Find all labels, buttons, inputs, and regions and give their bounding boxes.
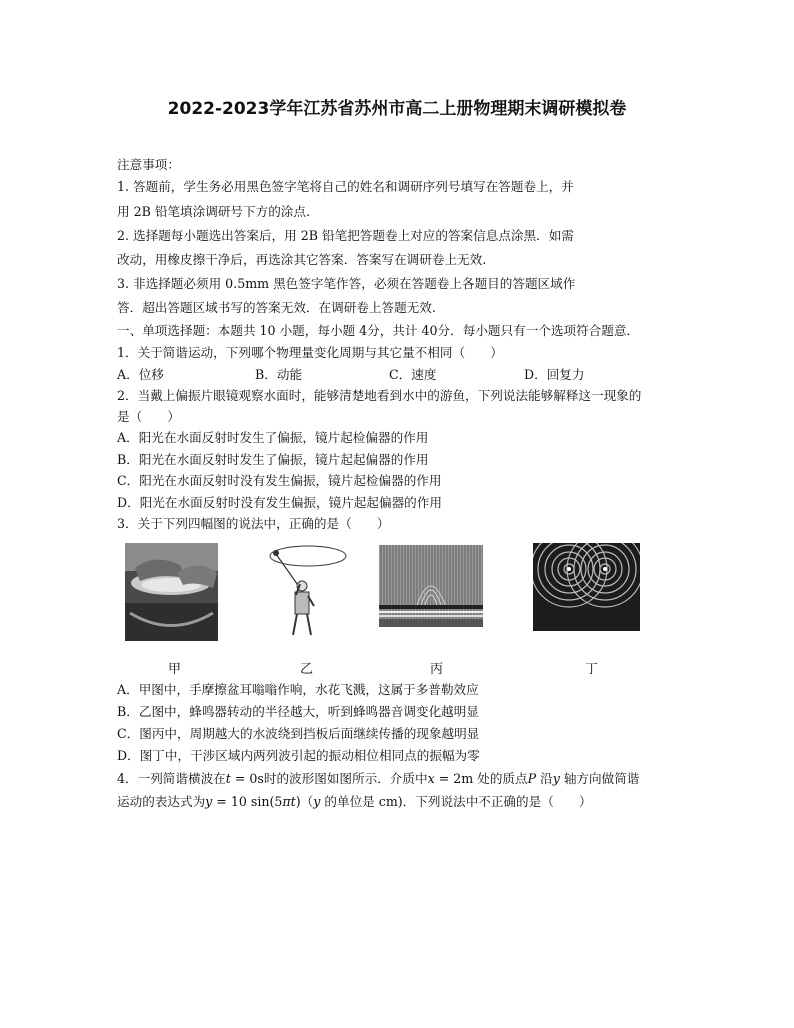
question-3-stem: 3．关于下列四幅图的说法中，正确的是（ ） — [117, 516, 390, 531]
notice-line: 1. 答题前，学生务必用黑色签字笔将自己的姓名和调研序列号填写在答题卷上，并 — [117, 179, 574, 194]
q1-option-d: D．回复力 — [524, 367, 585, 382]
q2-option-b: B．阳光在水面反射时发生了偏振，镜片起起偏器的作用 — [117, 452, 429, 467]
figure-label-yi: 乙 — [300, 662, 314, 677]
q2-option-d: D．阳光在水面反射时没有发生偏振，镜片起起偏器的作用 — [117, 495, 442, 510]
q1-option-c: C．速度 — [389, 367, 437, 382]
figure-label-jia: 甲 — [168, 662, 182, 677]
notice-line: 用 2B 铅笔填涂调研号下方的涂点. — [117, 204, 310, 219]
question-4-stem: 4．一列简谐横波在t = 0s时的波形图如图所示．介质中x = 2m 处的质点P 沿y 轴方向做简谐 — [117, 771, 640, 786]
q2-option-a: A．阳光在水面反射时发生了偏振，镜片起检偏器的作用 — [117, 430, 429, 445]
q3-option-a: A．甲图中，手摩擦盆耳嗡嗡作响，水花飞溅，这属于多普勒效应 — [117, 682, 479, 697]
q2-option-c: C．阳光在水面反射时没有发生偏振，镜片起检偏器的作用 — [117, 473, 442, 488]
q1-option-a: A．位移 — [117, 367, 164, 382]
question-2-stem: 2．当戴上偏振片眼镜观察水面时，能够清楚地看到水中的游鱼，下列说法能够解释这一现象的 — [117, 388, 642, 403]
notice-line: 答．超出答题区域书写的答案无效．在调研卷上答题无效. — [117, 300, 436, 315]
question-2-stem-cont: 是（ ） — [117, 409, 180, 424]
q3-option-d: D．图丁中，干涉区域内两列波引起的振动相位相同点的振幅为零 — [117, 748, 480, 763]
question-4-stem-cont: 运动的表达式为y = 10 sin(5πt)（y 的单位是 cm)．下列说法中不正确的是（ ） — [117, 794, 592, 809]
q1-option-b: B．动能 — [255, 367, 303, 382]
notice-line: 2. 选择题每小题选出答案后，用 2B 铅笔把答题卷上对应的答案信息点涂黑．如需 — [117, 228, 574, 243]
figure-label-bing: 丙 — [430, 662, 444, 677]
notice-line: 3. 非选择题必须用 0.5mm 黑色签字笔作答，必须在答题卷上各题目的答题区域作 — [117, 276, 576, 291]
notice-line: 改动，用橡皮擦干净后，再选涂其它答案．答案写在调研卷上无效. — [117, 252, 487, 267]
figure-yi-buzzer-swing — [262, 540, 354, 640]
figure-ding-interference — [533, 543, 640, 631]
question-1-stem: 1．关于简谐运动，下列哪个物理量变化周期与其它量不相同（ ） — [117, 345, 503, 360]
page-title: 2022-2023学年江苏省苏州市高二上册物理期末调研模拟卷 — [167, 99, 627, 119]
figure-bing-diffraction — [379, 545, 483, 627]
q3-option-c: C．图丙中，周期越大的水波绕到挡板后面继续传播的现象越明显 — [117, 726, 480, 741]
section-heading: 一、单项选择题：本题共 10 小题，每小题 4分，共计 40分．每小题只有一个选项符合题意． — [117, 323, 640, 338]
figure-label-ding: 丁 — [585, 662, 599, 677]
figure-jia-basin-photo — [125, 543, 218, 641]
q3-option-b: B．乙图中，蜂鸣器转动的半径越大，听到蜂鸣器音调变化越明显 — [117, 704, 479, 719]
notice-heading: 注意事项： — [117, 157, 180, 172]
